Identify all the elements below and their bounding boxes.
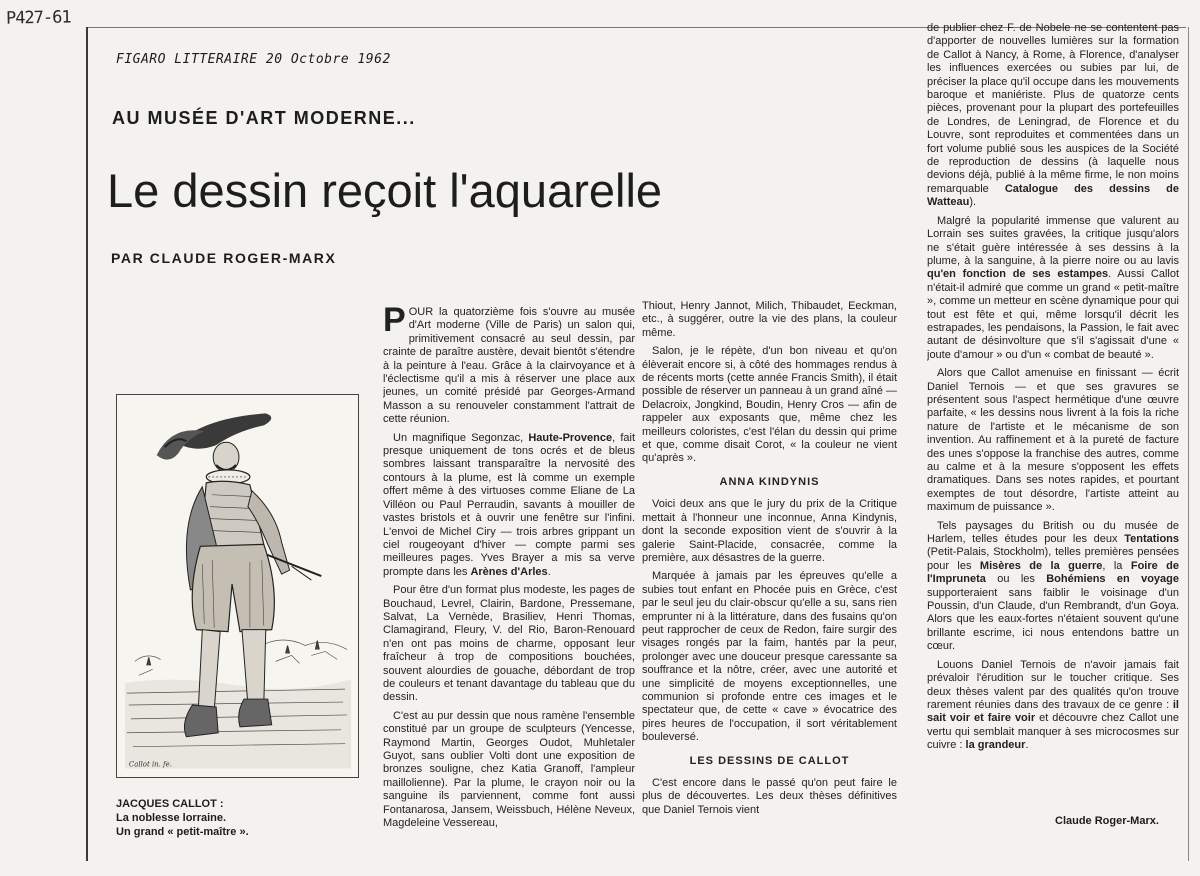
paragraph: Salon, je le répète, d'un bon niveau et qu'on élèverait encore si, à côté des hommages rendus à de récents morts (cette année Francis Smith), il était possible de réserver un panneau à un grand aîné — Delacroix, Jongkind, Boudin, Henry Cros — afin de rappeler aux exposants que, même chez les meilleurs coloristes, c'est l'élan du dessin qui prime et que, comme disait Corot, « la couleur ne vient qu'après ». [642,345,897,465]
byline: PAR CLAUDE ROGER-MARX [111,250,337,266]
paragraph: C'est au pur dessin que nous ramène l'ensemble constitué par un groupe de sculpteurs (Yencesse, Raymond Martin, Georges Oudot, Muhletaler Guyot, sans oublier Volti dont une exposition de bronzes souligne, chez Katia Granoff, l'ampleur maillolienne). Par la plume, le crayon noir ou la sanguine ils parviennent, comme font aussi Fontanarosa, Jansem, Weissbuch, Hélène Neveux, Magdeleine Vessereau, [383,709,635,830]
engraver-signature: Callot in. fe. [128,760,172,769]
paragraph: Voici deux ans que le jury du prix de la Critique mettait à l'honneur une inconnue, Anna Kindynis, dont la seconde exposition vient de s'ouvrir à la galerie Saint-Placide, consacrée, comme la première, aux désastres de la guerre. [642,498,897,564]
caption-line-3: Un grand « petit-maître ». [116,826,249,838]
kicker: AU MUSÉE D'ART MODERNE... [112,108,416,128]
author-signature: Claude Roger-Marx. [1055,815,1159,827]
article-column-2 [642,300,897,838]
paragraph: Malgré la popularité immense que valurent au Lorrain ses suites gravées, la critique jusqu'alors ne s'était guère intéressée à ses dessins à la plume, à la sanguine, à la pierre noire ou au lavis qu'en fonction de ses estampes. Aussi Callot n'était-il admiré que comme un grand « petit-maître », comme un metteur en scène dynamique pour qui tout est fête et qui, même lorsqu'il décrit les estrapades, les pendaisons, la Passion, le fait avec autant de désinvolture que s'il s'agissait d'une « joute d'amour » ou d'un « combat de beauté ». [927,214,1179,361]
paragraph: POUR la quatorzième fois s'ouvre au musée d'Art moderne (Ville de Paris) un salon qui, primitivement consacré au seul dessin, par crainte de paraître austère, devait bientôt s'étendre à la peinture à l'eau. Grâce à la clairvoyance et à l'éclectisme qu'il a mis à réserver une place aux jeunes, un comité présidé par Georges-Armand Masson a su renouveler constamment l'attrait de cette réunion. [383,306,635,426]
paragraph: Thiout, Henry Jannot, Milich, Thibaudet, Eeckman, etc., à suggérer, outre la vie des plans, la couleur même. [642,300,897,339]
caption-line-1: JACQUES CALLOT : [116,798,224,810]
headline: Le dessin reçoit l'aquarelle [107,164,663,217]
engraving-drawing [117,395,358,777]
subheading-dessins-callot: LES DESSINS DE CALLOT [689,754,850,767]
article-column-1 [383,306,635,838]
paragraph: Pour être d'un format plus modeste, les pages de Bouchaud, Levrel, Clairin, Bardone, Pressemane, Salvat, La Vernède, Brasiliev, Henri Thomas, Clamagirand, Fleury, V. del Rio, Baron-Renouard n'en ont pas moins de charme, opposant leur fraîcheur à trop de compositions bouchées, souvent alourdies de gouache, débordant de trop de couleurs et tenant davantage du tableau que du dessin. [383,584,635,704]
paragraph: Un magnifique Segonzac, Haute-Provence, fait presque uniquement de tons ocrés et de bleus sombres laissant transparaître la nervosité des contours à la plume, est là comme un exemple offert même à des virtuoses comme Eliane de La Villéon ou Paul Perraudin, savants à mouiller de vastes bristols et à ouvrir une fenêtre sur l'infini. L'envoi de Michel Ciry — trois arbres grippant un ciel rougeoyant d'hiver — compte parmi ses meilleures pages. Yves Brayer a mis sa verve prompte dans les Arènes d'Arles. [383,431,635,578]
paragraph: Louons Daniel Ternois de n'avoir jamais fait prévaloir l'érudition sur le toucher critique. Ses deux thèses valent par des qualités qu'on trouve rarement réunies dans des travaux de ce genre : il sait voir et faire voir et découvre chez Callot une vertu qui semblait manquer à ses microcosmes sur cuivre : la grandeur. [927,658,1179,752]
right-edge-rule [1188,27,1189,861]
paragraph: C'est encore dans le passé qu'on peut faire le plus de découvertes. Les deux thèses définitives que Daniel Ternois vient [642,777,897,816]
caption-line-2: La noblesse lorraine. [116,812,227,824]
paragraph: Marquée à jamais par les épreuves qu'elle a subies tout enfant en Phocée puis en Grèce, c'est par le seul jeu du clair-obscur qu'elle a su, sans rien emprunter ni à la littérature, dans des fusains qu'on peut rapprocher de ceux de Redon, faire surgir des visages rongés par la faim, hantés par la peur, prolonger avec une douceur presque caressante sa souffrance et la nôtre, créer, avec une autorité et une simplicité de moyens exceptionnelles, une communion si profonde entre ces images et le spectateur que, de cette « cave » évocatrice des pires heures de l'occupation, il sort véritablement bouleversé. [642,570,897,744]
paragraph: Tels paysages du British ou du musée de Harlem, telles études pour les deux Tentations (Petit-Palais, Stockholm), telles premières pensées pour les Misères de la guerre, la Foire de l'Impruneta ou les Bohémiens en voyage supporteraient sans faiblir le voisinage d'un Poussin, d'un Claude, d'un Rembrandt, d'un Goya. Alors que les eaux-fortes n'étaient souvent qu'une brillante escrime, ici nous entendons battre un cœur. [927,519,1179,653]
paragraph: Alors que Callot amenuise en finissant — écrit Daniel Ternois — et que ses gravures se présentent sous l'aspect hermétique d'une œuvre parfaite, « les dessins nous livrent à la fois la riche nature de l'artiste et le mécanisme de son invention. Au raffinement et à la pureté de facture des unes s'oppose la franchise des autres, comme au calme et à la mesure s'opposent les effets dramatiques. Dans ses notes rapides, et pourtant exemptes de tout désordre, l'artiste atteint au maximum de puissance ». [927,367,1179,514]
source-line: FIGARO LITTERAIRE 20 Octobre 1962 [116,52,391,67]
callot-engraving [116,394,359,778]
illustration-caption [116,797,249,839]
paragraph: de publier chez F. de Nobele ne se contentent pas d'apporter de nouvelles lumières sur la formation de Callot à Nancy, à Rome, à Florence, d'analyser les influences exercées ou subies par lui, de préciser la place qu'il occupe dans les mouvements baroque et maniériste. Plus de quatorze cents pièces, provenant pour la plupart des portefeuilles de Londres, de Leningrad, de Florence et du Louvre, sont reproduites et commentées dans un fort volume publié sous les auspices de la Société de reproduction de dessins (à laquelle nous devions déjà, publié à la même firme, le non moins remarquable Catalogue des dessins de Watteau). [927,22,1179,209]
drop-cap: P [383,306,406,339]
subheading-anna-kindynis: ANNA KINDYNIS [719,475,820,488]
left-margin-rule [86,27,88,861]
article-column-3 [927,22,1179,822]
archive-reference: P427-61 [5,7,71,29]
